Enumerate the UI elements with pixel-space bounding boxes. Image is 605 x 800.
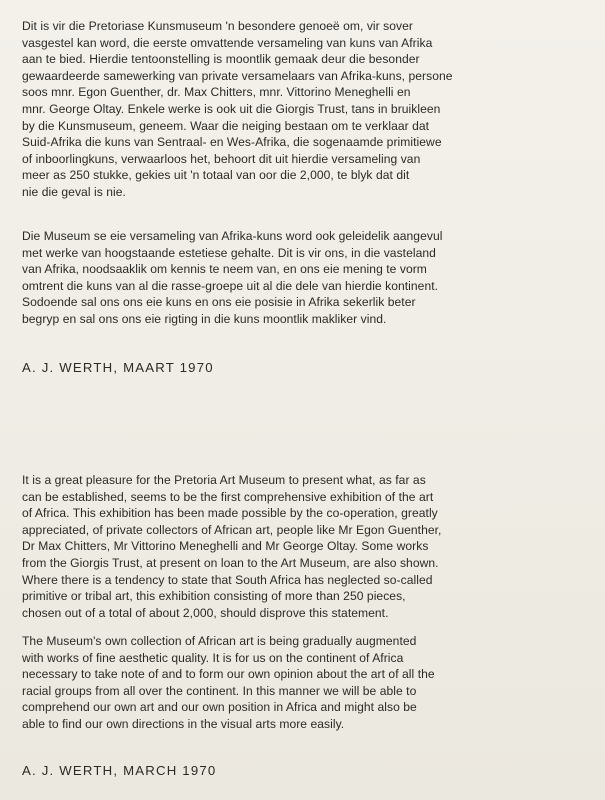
english-signature: A. J. WERTH, MARCH 1970 (22, 763, 217, 778)
english-paragraph-2: The Museum's own collection of African art is being gradually augmented with works of fine aesthetic quality. It is for us on the continent of Africa necessary to take note of and to form our own opinion about the art of all the racial groups from all over the continent. In this manner we will be able to comprehend our own art and our own position in Africa and might also be able to find our own directions in the visual arts more easily. (22, 634, 435, 731)
afrikaans-signature: A. J. WERTH, MAART 1970 (22, 360, 214, 375)
afrikaans-paragraph-1: Dit is vir die Pretoriase Kunsmuseum 'n besondere genoeë om, vir sover vasgestel kan word, die eerste omvattende versameling van kuns van Afrika aan te bied. Hierdie tentoonstelling is moontlik gemaak deur die besonder gewaardeerde samewerking van private versamelaars van Afrika-kuns, persone soos mnr. Egon Guenther, dr. Max Chitters, mnr. Vittorino Meneghelli en mnr. George Oltay. Enkele werke is ook uit die Giorgis Trust, tans in bruikleen by die Kunsmuseum, geneem. Waar die neiging bestaan om te verklaar dat Suid-Afrika die kuns van Sentraal- en Wes-Afrika, die sogenaamde primitiewe of inboorlingkuns, verwaarloos het, behoort dit uit hierdie versameling van meer as 250 stukke, gekies uit 'n totaal van oor die 2,000, te blyk dat dit nie die geval is nie. (22, 19, 453, 199)
afrikaans-paragraph-2: Die Museum se eie versameling van Afrika-kuns word ook geleidelik aangevul met werke van hoogstaande estetiese gehalte. Dit is vir ons, in die vasteland van Afrika, noodsaaklik om kennis te neem van, en ons eie mening te vorm omtrent die kuns van al die rasse-groepe uit al die dele van hierdie kontinent. Sodoende sal ons ons eie kuns en ons eie posisie in Afrika sekerlik beter begryp en sal ons ons eie rigting in die kuns moontlik makliker vind. (22, 229, 443, 326)
english-paragraph-1: It is a great pleasure for the Pretoria Art Museum to present what, as far as can be established, seems to be the first comprehensive exhibition of the art of Africa. This exhibition has been made possible by the co-operation, greatly appreciated, of private collectors of African art, people like Mr Egon Guenther, Dr Max Chitters, Mr Vittorino Meneghelli and Mr George Oltay. Some works from the Giorgis Trust, at present on loan to the Art Museum, are also shown. Where there is a tendency to state that South Africa has neglected so-called primitive or tribal art, this exhibition consisting of more than 250 pieces, chosen out of a total of about 2,000, should disprove this statement. (22, 473, 442, 620)
